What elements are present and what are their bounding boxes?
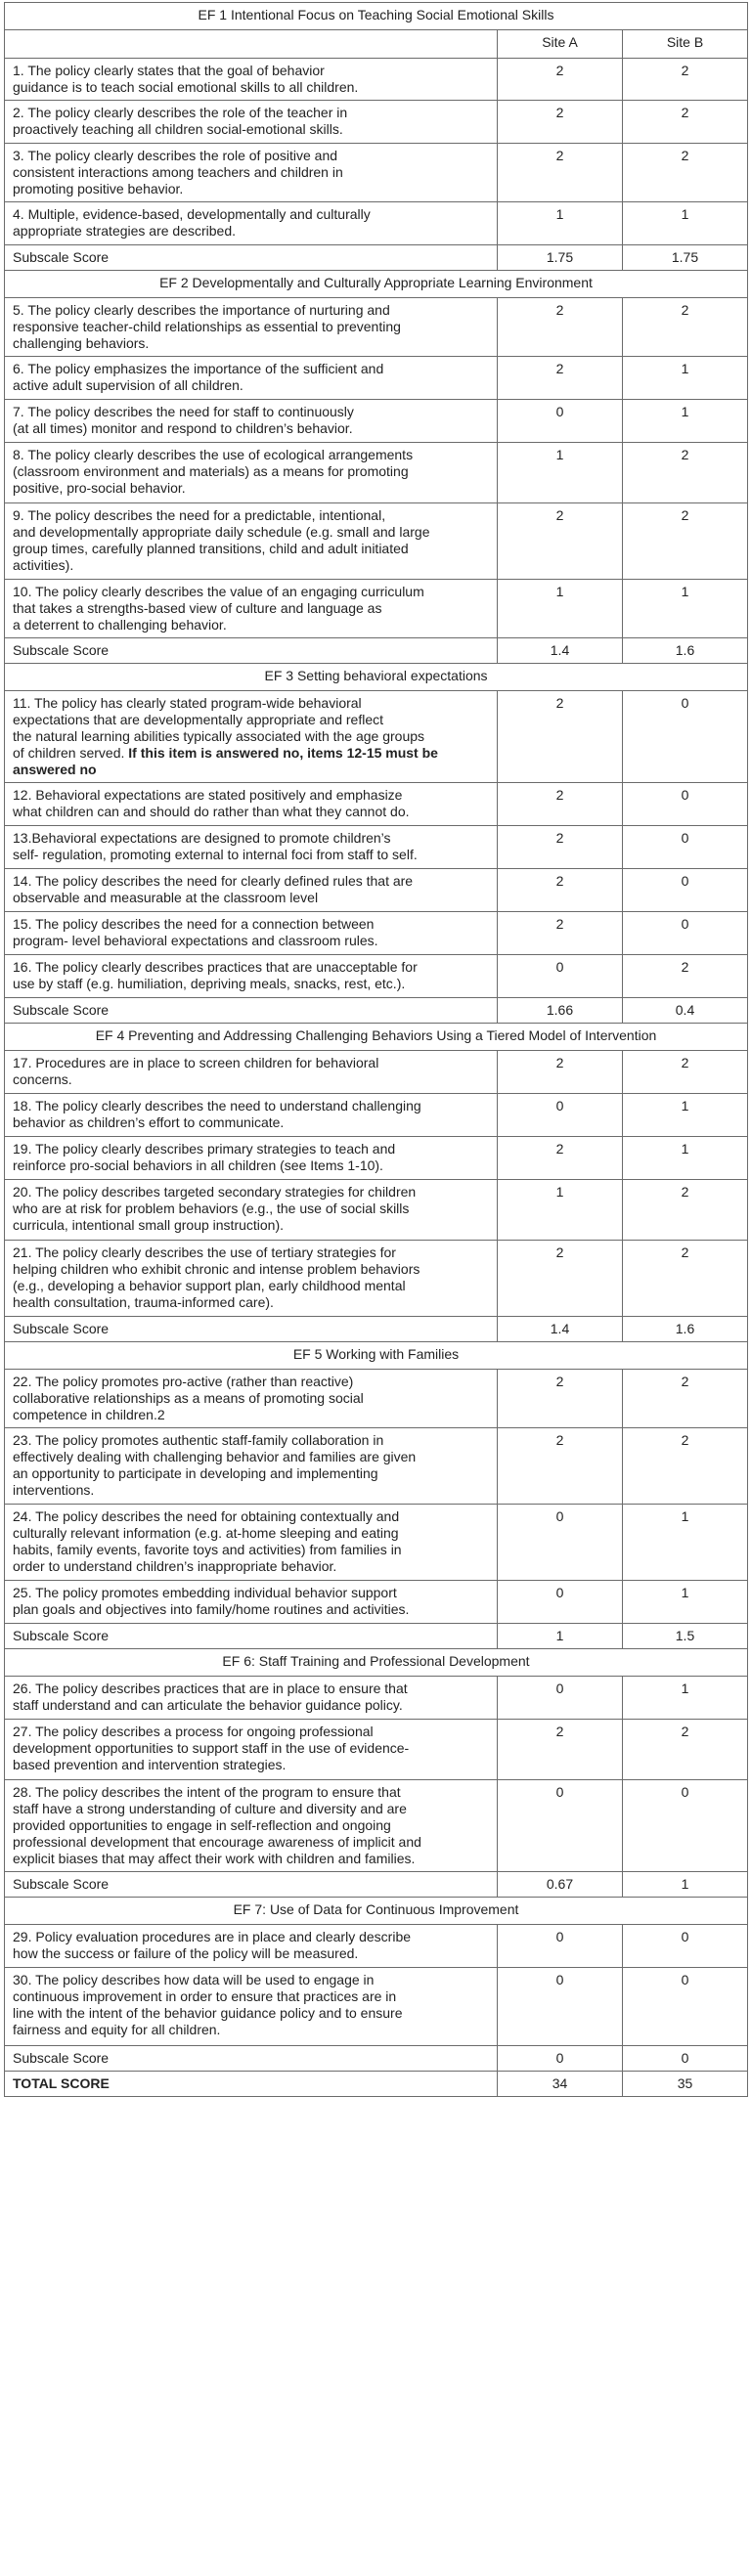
subscale-label: Subscale Score [5, 1872, 498, 1898]
section-header-row [5, 1898, 748, 1925]
table-row [5, 783, 748, 826]
item-text: 9. The policy describes the need for a predictable, intentional, and developmentally appropriate daily schedule (e.g. small and large group times, carefully planned transitions, child and adult initiated activities). [13, 507, 430, 573]
item-text: 16. The policy clearly describes practices that are unacceptable for use by staff (e.g. humiliation, depriving meals, snacks, rest, etc.). [13, 959, 418, 991]
item-cell [5, 503, 498, 580]
item-note: If this item is answered no, items 12-15 must be answered no [13, 745, 438, 777]
item-text: 21. The policy clearly describes the use of tertiary strategies for helping children who exhibit chronic and intense problem behaviors (e.g., developing a behavior support plan, early childhood mental health consultation, trauma-informed care). [13, 1244, 420, 1310]
subscale-site-b: 1 [623, 1872, 748, 1898]
section-header-row [5, 664, 748, 691]
item-cell [5, 298, 498, 357]
item-text: 12. Behavioral expectations are stated positively and emphasize what children can and should do rather than what they cannot do. [13, 787, 410, 819]
subscale-site-a: 1 [498, 1624, 623, 1649]
site-a-score: 2 [498, 298, 623, 357]
site-b-score: 2 [623, 1720, 748, 1780]
subscale-label: Subscale Score [5, 998, 498, 1024]
item-cell [5, 869, 498, 912]
site-a-score: 0 [498, 955, 623, 998]
item-text: 27. The policy describes a process for ongoing professional development opportunities to support staff in the use of evidence- based prevention and intervention strategies. [13, 1724, 410, 1772]
site-a-score: 2 [498, 869, 623, 912]
subscale-site-b: 1.75 [623, 245, 748, 271]
site-a-score: 0 [498, 1780, 623, 1872]
subscale-label: Subscale Score [5, 2046, 498, 2072]
site-a-score: 1 [498, 1180, 623, 1241]
site-b-score: 2 [623, 59, 748, 101]
site-b-score: 0 [623, 691, 748, 783]
item-text: 30. The policy describes how data will be used to engage in continuous improvement in order to ensure that practices are in line with the intent of the behavior guidance policy and to ensure fairness and equity for all children. [13, 1972, 403, 2037]
total-row [5, 2072, 748, 2097]
site-b-score: 1 [623, 1581, 748, 1624]
table-row [5, 59, 748, 101]
section-header-row [5, 3, 748, 30]
site-b-score: 0 [623, 869, 748, 912]
site-a-score: 1 [498, 443, 623, 503]
table-row [5, 1677, 748, 1720]
table-row [5, 1241, 748, 1317]
item-column-header [5, 30, 498, 59]
table-row [5, 826, 748, 869]
item-text: 23. The policy promotes authentic staff-family collaboration in effectively dealing with challenging behavior and families are given an opportunity to participate in developing and implementing interventions. [13, 1432, 417, 1498]
subscale-row [5, 245, 748, 271]
site-b-score: 2 [623, 298, 748, 357]
site-a-score: 2 [498, 1720, 623, 1780]
table-row [5, 1925, 748, 1968]
item-text: 24. The policy describes the need for obtaining contextually and culturally relevant information (e.g. at-home sleeping and eating habits, family events, favorite toys and activities) from families in order to understand children’s inappropriate behavior. [13, 1508, 402, 1574]
item-cell [5, 912, 498, 955]
table-row [5, 144, 748, 202]
site-a-score: 2 [498, 503, 623, 580]
item-cell [5, 826, 498, 869]
item-text: 29. Policy evaluation procedures are in place and clearly describe how the success or failure of the policy will be measured. [13, 1929, 412, 1961]
site-a-score: 2 [498, 1241, 623, 1317]
item-text: 6. The policy emphasizes the importance of the sufficient and active adult supervision of all children. [13, 361, 384, 393]
subscale-site-b: 0.4 [623, 998, 748, 1024]
item-cell [5, 1094, 498, 1137]
site-a-score: 0 [498, 1505, 623, 1581]
site-a-score: 2 [498, 912, 623, 955]
site-a-score: 0 [498, 1925, 623, 1968]
site-a-score: 2 [498, 59, 623, 101]
site-a-score: 2 [498, 144, 623, 202]
site-a-score: 0 [498, 1581, 623, 1624]
site-b-score: 1 [623, 1677, 748, 1720]
table-row [5, 1780, 748, 1872]
item-cell [5, 1720, 498, 1780]
site-b-score: 1 [623, 357, 748, 400]
site-b-score: 2 [623, 1428, 748, 1505]
site-a-header: Site A [498, 30, 623, 59]
item-text: 1. The policy clearly states that the goal of behavior guidance is to teach social emotional skills to all children. [13, 63, 359, 95]
site-b-score: 2 [623, 1180, 748, 1241]
site-a-score: 2 [498, 783, 623, 826]
item-cell [5, 202, 498, 245]
site-b-score: 1 [623, 1137, 748, 1180]
table-row [5, 503, 748, 580]
site-a-score: 0 [498, 1094, 623, 1137]
item-text: 28. The policy describes the intent of the program to ensure that staff have a strong understanding of culture and diversity and are provided opportunities to engage in self-reflection and ongoing professional development that encourage awareness of implicit and explicit biases that may affect their work with children and families. [13, 1784, 421, 1866]
item-text: 14. The policy describes the need for clearly defined rules that are observable and measurable at the classroom level [13, 873, 414, 905]
table-row [5, 1505, 748, 1581]
subscale-label: Subscale Score [5, 245, 498, 271]
item-text: 2. The policy clearly describes the role of the teacher in proactively teaching all children social-emotional skills. [13, 105, 348, 137]
item-cell [5, 144, 498, 202]
table-row [5, 955, 748, 998]
item-cell [5, 1428, 498, 1505]
site-a-score: 0 [498, 1968, 623, 2046]
item-cell [5, 101, 498, 144]
subscale-site-b: 1.6 [623, 638, 748, 664]
site-a-score: 2 [498, 1137, 623, 1180]
table-row [5, 1720, 748, 1780]
item-text: 3. The policy clearly describes the role of positive and consistent interactions among teachers and children in promoting positive behavior. [13, 148, 343, 196]
item-cell [5, 1180, 498, 1241]
subscale-row [5, 1872, 748, 1898]
site-b-score: 2 [623, 443, 748, 503]
site-a-score: 2 [498, 1370, 623, 1428]
site-b-score: 0 [623, 1925, 748, 1968]
table-row [5, 1370, 748, 1428]
table-row [5, 912, 748, 955]
site-b-score: 0 [623, 1968, 748, 2046]
table-row [5, 443, 748, 503]
subscale-label: Subscale Score [5, 1317, 498, 1342]
table-row [5, 580, 748, 638]
table-row [5, 202, 748, 245]
item-text: 7. The policy describes the need for staff to continuously (at all times) monitor and respond to children’s behavior. [13, 404, 354, 436]
table-row [5, 357, 748, 400]
site-b-score: 2 [623, 1370, 748, 1428]
subscale-site-b: 1.6 [623, 1317, 748, 1342]
site-b-score: 2 [623, 955, 748, 998]
item-text: 18. The policy clearly describes the need to understand challenging behavior as children’s effort to communicate. [13, 1098, 421, 1130]
item-cell [5, 955, 498, 998]
site-b-score: 2 [623, 1241, 748, 1317]
item-cell [5, 783, 498, 826]
subscale-site-a: 0 [498, 2046, 623, 2072]
item-cell [5, 1925, 498, 1968]
item-cell [5, 59, 498, 101]
subscale-site-b: 0 [623, 2046, 748, 2072]
item-cell [5, 1505, 498, 1581]
section-header-row [5, 1342, 748, 1370]
subscale-site-a: 1.66 [498, 998, 623, 1024]
table-row [5, 400, 748, 443]
total-label: TOTAL SCORE [5, 2072, 498, 2097]
table-row [5, 1137, 748, 1180]
subscale-label: Subscale Score [5, 638, 498, 664]
column-header-row [5, 30, 748, 59]
subscale-site-a: 1.75 [498, 245, 623, 271]
site-b-score: 0 [623, 783, 748, 826]
item-cell [5, 1677, 498, 1720]
table-row [5, 101, 748, 144]
table-row [5, 1094, 748, 1137]
site-a-score: 0 [498, 400, 623, 443]
item-cell [5, 1581, 498, 1624]
item-text: 22. The policy promotes pro-active (rather than reactive) collaborative relationships as a means of promoting social competence in children.2 [13, 1374, 364, 1422]
table-row [5, 1180, 748, 1241]
subscale-row [5, 998, 748, 1024]
item-text: 5. The policy clearly describes the importance of nurturing and responsive teacher-child relationships as essential to preventing challenging behaviors. [13, 302, 401, 351]
rubric-table [4, 2, 748, 2097]
section-header-row [5, 1649, 748, 1677]
site-a-score: 0 [498, 1677, 623, 1720]
table-row [5, 691, 748, 783]
item-cell [5, 1241, 498, 1317]
subscale-row [5, 1317, 748, 1342]
item-text: 8. The policy clearly describes the use of ecological arrangements (classroom environment and materials) as a means for promoting positive, pro-social behavior. [13, 447, 414, 496]
item-text: 11. The policy has clearly stated program-wide behavioral expectations that are developmentally appropriate and reflect the natural learning abilities typically associated with the age groups of children served. [13, 695, 425, 761]
table-row [5, 1968, 748, 2046]
item-cell [5, 1051, 498, 1094]
table-row [5, 1428, 748, 1505]
site-b-score: 2 [623, 144, 748, 202]
item-cell [5, 691, 498, 783]
item-text: 4. Multiple, evidence-based, developmentally and culturally appropriate strategies are described. [13, 206, 371, 239]
site-b-score: 0 [623, 1780, 748, 1872]
item-cell [5, 1370, 498, 1428]
site-b-score: 1 [623, 1094, 748, 1137]
site-b-score: 1 [623, 1505, 748, 1581]
item-text: 25. The policy promotes embedding individual behavior support plan goals and objectives into family/home routines and activities. [13, 1585, 410, 1617]
item-text: 20. The policy describes targeted secondary strategies for children who are at risk for problem behaviors (e.g., the use of social skills curricula, intentional small group instruction). [13, 1184, 417, 1233]
item-text: 19. The policy clearly describes primary strategies to teach and reinforce pro-social behaviors in all children (see Items 1-10). [13, 1141, 396, 1173]
item-cell [5, 1780, 498, 1872]
site-b-header: Site B [623, 30, 748, 59]
site-a-score: 2 [498, 1428, 623, 1505]
site-b-score: 2 [623, 101, 748, 144]
section-title: EF 2 Developmentally and Culturally Appropriate Learning Environment [5, 271, 748, 298]
total-site-a: 34 [498, 2072, 623, 2097]
table-row [5, 869, 748, 912]
site-a-score: 2 [498, 691, 623, 783]
site-a-score: 2 [498, 101, 623, 144]
site-b-score: 2 [623, 503, 748, 580]
item-text: 13.Behavioral expectations are designed to promote children’s self- regulation, promoting external to internal foci from staff to self. [13, 830, 418, 862]
item-text: 17. Procedures are in place to screen children for behavioral concerns. [13, 1055, 379, 1087]
site-a-score: 2 [498, 1051, 623, 1094]
site-a-score: 2 [498, 826, 623, 869]
section-title: EF 1 Intentional Focus on Teaching Social Emotional Skills [5, 3, 748, 30]
site-a-score: 1 [498, 202, 623, 245]
item-text: 15. The policy describes the need for a connection between program- level behavioral expectations and classroom rules. [13, 916, 378, 948]
total-site-b: 35 [623, 2072, 748, 2097]
site-b-score: 0 [623, 826, 748, 869]
subscale-row [5, 638, 748, 664]
subscale-row [5, 1624, 748, 1649]
section-header-row [5, 271, 748, 298]
site-b-score: 1 [623, 202, 748, 245]
item-cell [5, 580, 498, 638]
site-a-score: 1 [498, 580, 623, 638]
section-title: EF 7: Use of Data for Continuous Improvement [5, 1898, 748, 1925]
section-title: EF 5 Working with Families [5, 1342, 748, 1370]
item-cell [5, 443, 498, 503]
section-title: EF 6: Staff Training and Professional Development [5, 1649, 748, 1677]
section-title: EF 3 Setting behavioral expectations [5, 664, 748, 691]
site-b-score: 1 [623, 400, 748, 443]
subscale-site-a: 1.4 [498, 638, 623, 664]
subscale-label: Subscale Score [5, 1624, 498, 1649]
section-title: EF 4 Preventing and Addressing Challenging Behaviors Using a Tiered Model of Intervention [5, 1024, 748, 1051]
item-cell [5, 1137, 498, 1180]
item-cell [5, 1968, 498, 2046]
table-row [5, 298, 748, 357]
item-cell [5, 400, 498, 443]
subscale-site-b: 1.5 [623, 1624, 748, 1649]
section-header-row [5, 1024, 748, 1051]
rubric-body [5, 3, 748, 2097]
subscale-site-a: 0.67 [498, 1872, 623, 1898]
item-text: 10. The policy clearly describes the value of an engaging curriculum that takes a strengths-based view of culture and language as a deterrent to challenging behavior. [13, 584, 424, 633]
subscale-site-a: 1.4 [498, 1317, 623, 1342]
table-row [5, 1051, 748, 1094]
table-row [5, 1581, 748, 1624]
site-b-score: 2 [623, 1051, 748, 1094]
subscale-row [5, 2046, 748, 2072]
site-a-score: 2 [498, 357, 623, 400]
item-text: 26. The policy describes practices that are in place to ensure that staff understand and can articulate the behavior guidance policy. [13, 1681, 408, 1713]
item-cell [5, 357, 498, 400]
site-b-score: 1 [623, 580, 748, 638]
site-b-score: 0 [623, 912, 748, 955]
